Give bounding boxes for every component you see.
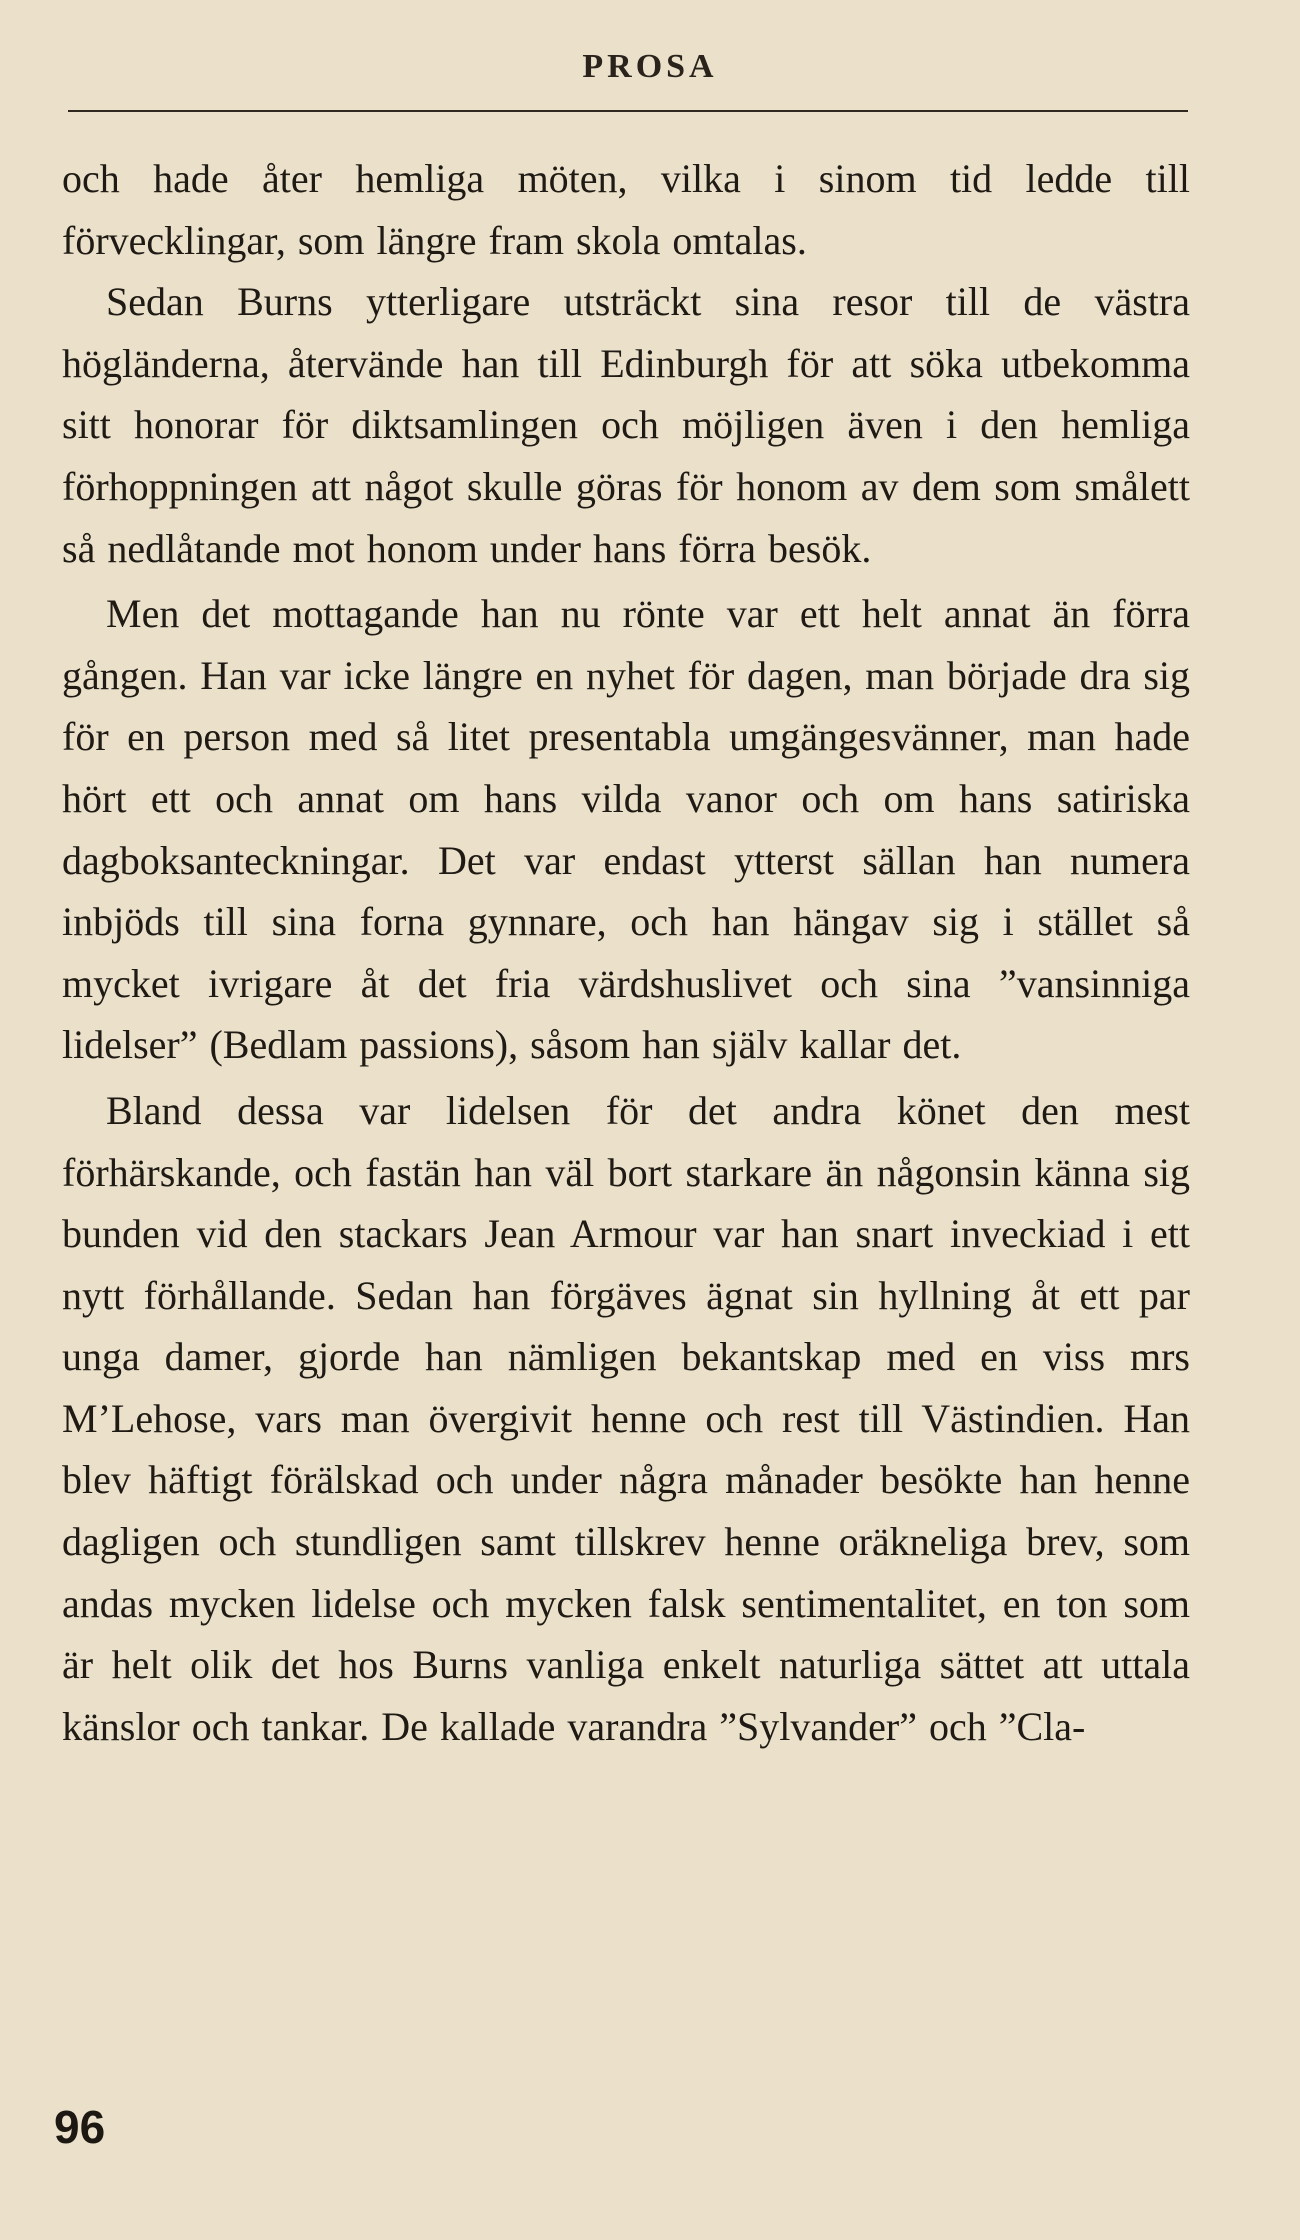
page-number: 96: [54, 2101, 106, 2153]
running-head: PROSA: [582, 48, 718, 85]
paragraph-2: Sedan Burns ytterligare utsträckt sina resor till de västra högländerna, återvände han till Edinburgh för att söka utbekomma sitt honorar för diktsamlingen och möjligen även i den hemliga förhoppningen att något skulle göras för honom av dem som smålett så nedlåtande mot honom under hans förra besök.: [62, 279, 1190, 571]
paragraph-3: Men det mottagande han nu rönte var ett helt annat än förra gången. Han var icke längre en nyhet för dagen, man började dra sig för en person med så litet presentabla umgängesvänner, man hade hört ett och annat om hans vilda vanor och om hans satiriska dagboksanteckningar. Det var endast ytterst sällan han numera inbjöds till sina forna gynnare, och han hängav sig i stället så mycket ivrigare åt det fria värdshuslivet och sina ”vansinniga lidelser” (Bedlam passions), såsom han själv kallar det.: [62, 591, 1190, 1068]
paragraph-4: Bland dessa var lidelsen för det andra könet den mest förhärskande, och fastän han väl bort starkare än någonsin känna sig bunden vid den stackars Jean Armour var han snart inveckiad i ett nytt förhållande. Sedan han förgäves ägnat sin hyllning åt ett par unga damer, gjorde han nämligen bekantskap med en viss mrs M’Lehose, vars man övergivit henne och rest till Västindien. Han blev häftigt förälskad och under några månader besökte han henne dagligen och stundligen samt tillskrev henne oräkneliga brev, som andas mycken lidelse och mycken falsk sentimentalitet, en ton som är helt olik det hos Burns vanliga enkelt naturliga sättet att uttala känslor och tankar. De kallade varandra ”Sylvander” och ”Cla-: [62, 1087, 1190, 1749]
body-text: [62, 148, 1190, 1757]
header-rule: [68, 110, 1188, 112]
paragraph-1: och hade åter hemliga möten, vilka i sinom tid ledde till förvecklingar, som längre fram skola omtalas.: [62, 156, 1190, 263]
